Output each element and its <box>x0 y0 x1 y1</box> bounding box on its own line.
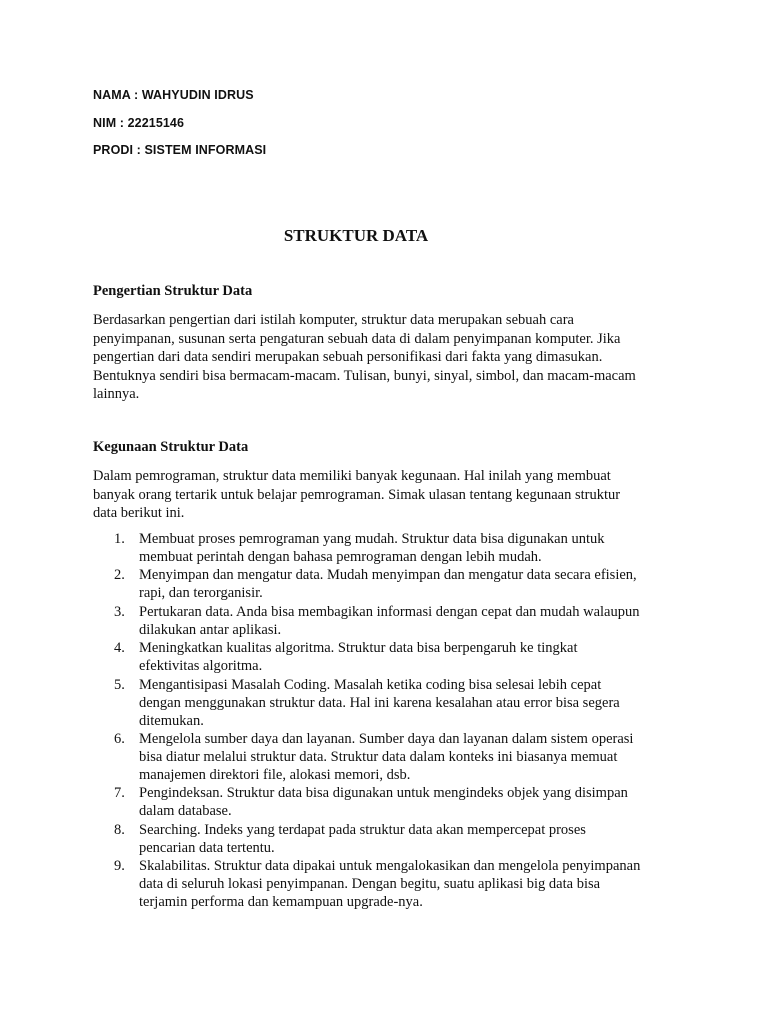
list-line: Menyimpan dan mengatur data. Mudah menyimpan dan mengatur data secara efisien, <box>139 567 637 584</box>
list-item-text <box>139 603 768 639</box>
document-title: STRUKTUR DATA <box>283 226 429 245</box>
paragraph-line: Dalam pemrograman, struktur data memiliki banyak kegunaan. Hal inilah yang membuat <box>93 468 611 484</box>
list-item <box>0 676 768 730</box>
list-line: Membuat proses pemrograman yang mudah. Struktur data bisa digunakan untuk <box>139 531 605 547</box>
list-number: 2. <box>114 567 125 584</box>
section-heading-pengertian: Pengertian Struktur Data <box>93 283 253 299</box>
list-number: 4. <box>114 640 125 657</box>
list-line: Skalabilitas. Struktur data dipakai untuk mengalokasikan dan mengelola penyimpanan <box>139 858 641 875</box>
list-item <box>0 639 768 675</box>
list-item-text <box>139 857 768 911</box>
student-name: NAMA : WAHYUDIN IDRUS <box>93 88 254 102</box>
list-item <box>0 566 768 602</box>
list-number: 7. <box>114 785 125 802</box>
list-item-text <box>139 784 768 820</box>
list-item-text <box>139 530 768 566</box>
list-item <box>0 784 768 820</box>
list-line: pencarian data tertentu. <box>139 839 275 856</box>
list-item <box>0 857 768 911</box>
list-line: Searching. Indeks yang terdapat pada struktur data akan mempercepat proses <box>139 821 586 838</box>
list-number: 3. <box>114 603 125 620</box>
kegunaan-list <box>0 530 768 912</box>
list-line: Mengelola sumber daya dan layanan. Sumber daya dan layanan dalam sistem operasi <box>139 730 634 747</box>
paragraph-line: data berikut ini. <box>93 505 185 522</box>
section-heading-kegunaan: Kegunaan Struktur Data <box>93 439 249 455</box>
list-line: dalam database. <box>139 803 232 820</box>
list-line: rapi, dan terorganisir. <box>139 585 263 602</box>
student-nim: NIM : 22215146 <box>93 116 185 130</box>
list-line: terjamin performa dan kemampuan upgrade-nya. <box>139 894 423 911</box>
list-line: dilakukan antar aplikasi. <box>139 621 282 638</box>
paragraph-line: banyak orang tertarik untuk belajar pemrograman. Simak ulasan tentang kegunaan struktur <box>93 486 621 503</box>
list-line: Pengindeksan. Struktur data bisa digunakan untuk mengindeks objek yang disimpan <box>139 785 628 802</box>
list-item <box>0 603 768 639</box>
list-item <box>0 821 768 857</box>
list-number: 9. <box>114 858 125 875</box>
list-item-text <box>139 730 768 784</box>
list-line: dengan menggunakan struktur data. Hal ini karena kesalahan atau error bisa segera <box>139 694 620 711</box>
paragraph-kegunaan <box>93 467 693 523</box>
study-program: PRODI : SISTEM INFORMASI <box>93 143 267 157</box>
list-line: Meningkatkan kualitas algoritma. Struktur data bisa berpengaruh ke tingkat <box>139 640 578 657</box>
list-item <box>0 730 768 784</box>
list-item-text <box>139 639 768 675</box>
list-line: Mengantisipasi Masalah Coding. Masalah ketika coding bisa selesai lebih cepat <box>139 676 602 693</box>
list-item <box>0 530 768 566</box>
list-line: membuat perintah dengan bahasa pemrograman dengan lebih mudah. <box>139 549 542 565</box>
paragraph-pengertian <box>93 311 693 404</box>
paragraph-line: lainnya. <box>93 386 140 403</box>
paragraph-line: pengertian dari data sendiri merupakan sebuah personifikasi dari fakta yang dimasukan. <box>93 349 603 366</box>
list-line: manajemen direktori file, alokasi memori, dsb. <box>139 766 411 783</box>
paragraph-line: penyimpanan, susunan serta pengaturan sebuah data di dalam penyimpanan komputer. Jika <box>93 330 621 347</box>
list-number: 8. <box>114 821 125 838</box>
list-line: Pertukaran data. Anda bisa membagikan informasi dengan cepat dan mudah walaupun <box>139 603 640 620</box>
list-item-text <box>139 676 768 730</box>
paragraph-line: Bentuknya sendiri bisa bermacam-macam. Tulisan, bunyi, sinyal, simbol, dan macam-macam <box>93 367 636 384</box>
list-item-text <box>139 566 768 602</box>
list-line: bisa diatur melalui struktur data. Struktur data dalam konteks ini biasanya memuat <box>139 748 618 765</box>
list-line: efektivitas algoritma. <box>139 658 263 675</box>
paragraph-line: Berdasarkan pengertian dari istilah komputer, struktur data merupakan sebuah cara <box>93 312 574 328</box>
list-number: 1. <box>114 531 125 547</box>
list-line: data di seluruh lokasi penyimpanan. Dengan begitu, suatu aplikasi big data bisa <box>139 876 601 893</box>
list-number: 6. <box>114 730 125 747</box>
list-number: 5. <box>114 676 125 693</box>
list-line: ditemukan. <box>139 712 204 729</box>
list-item-text <box>139 821 768 857</box>
